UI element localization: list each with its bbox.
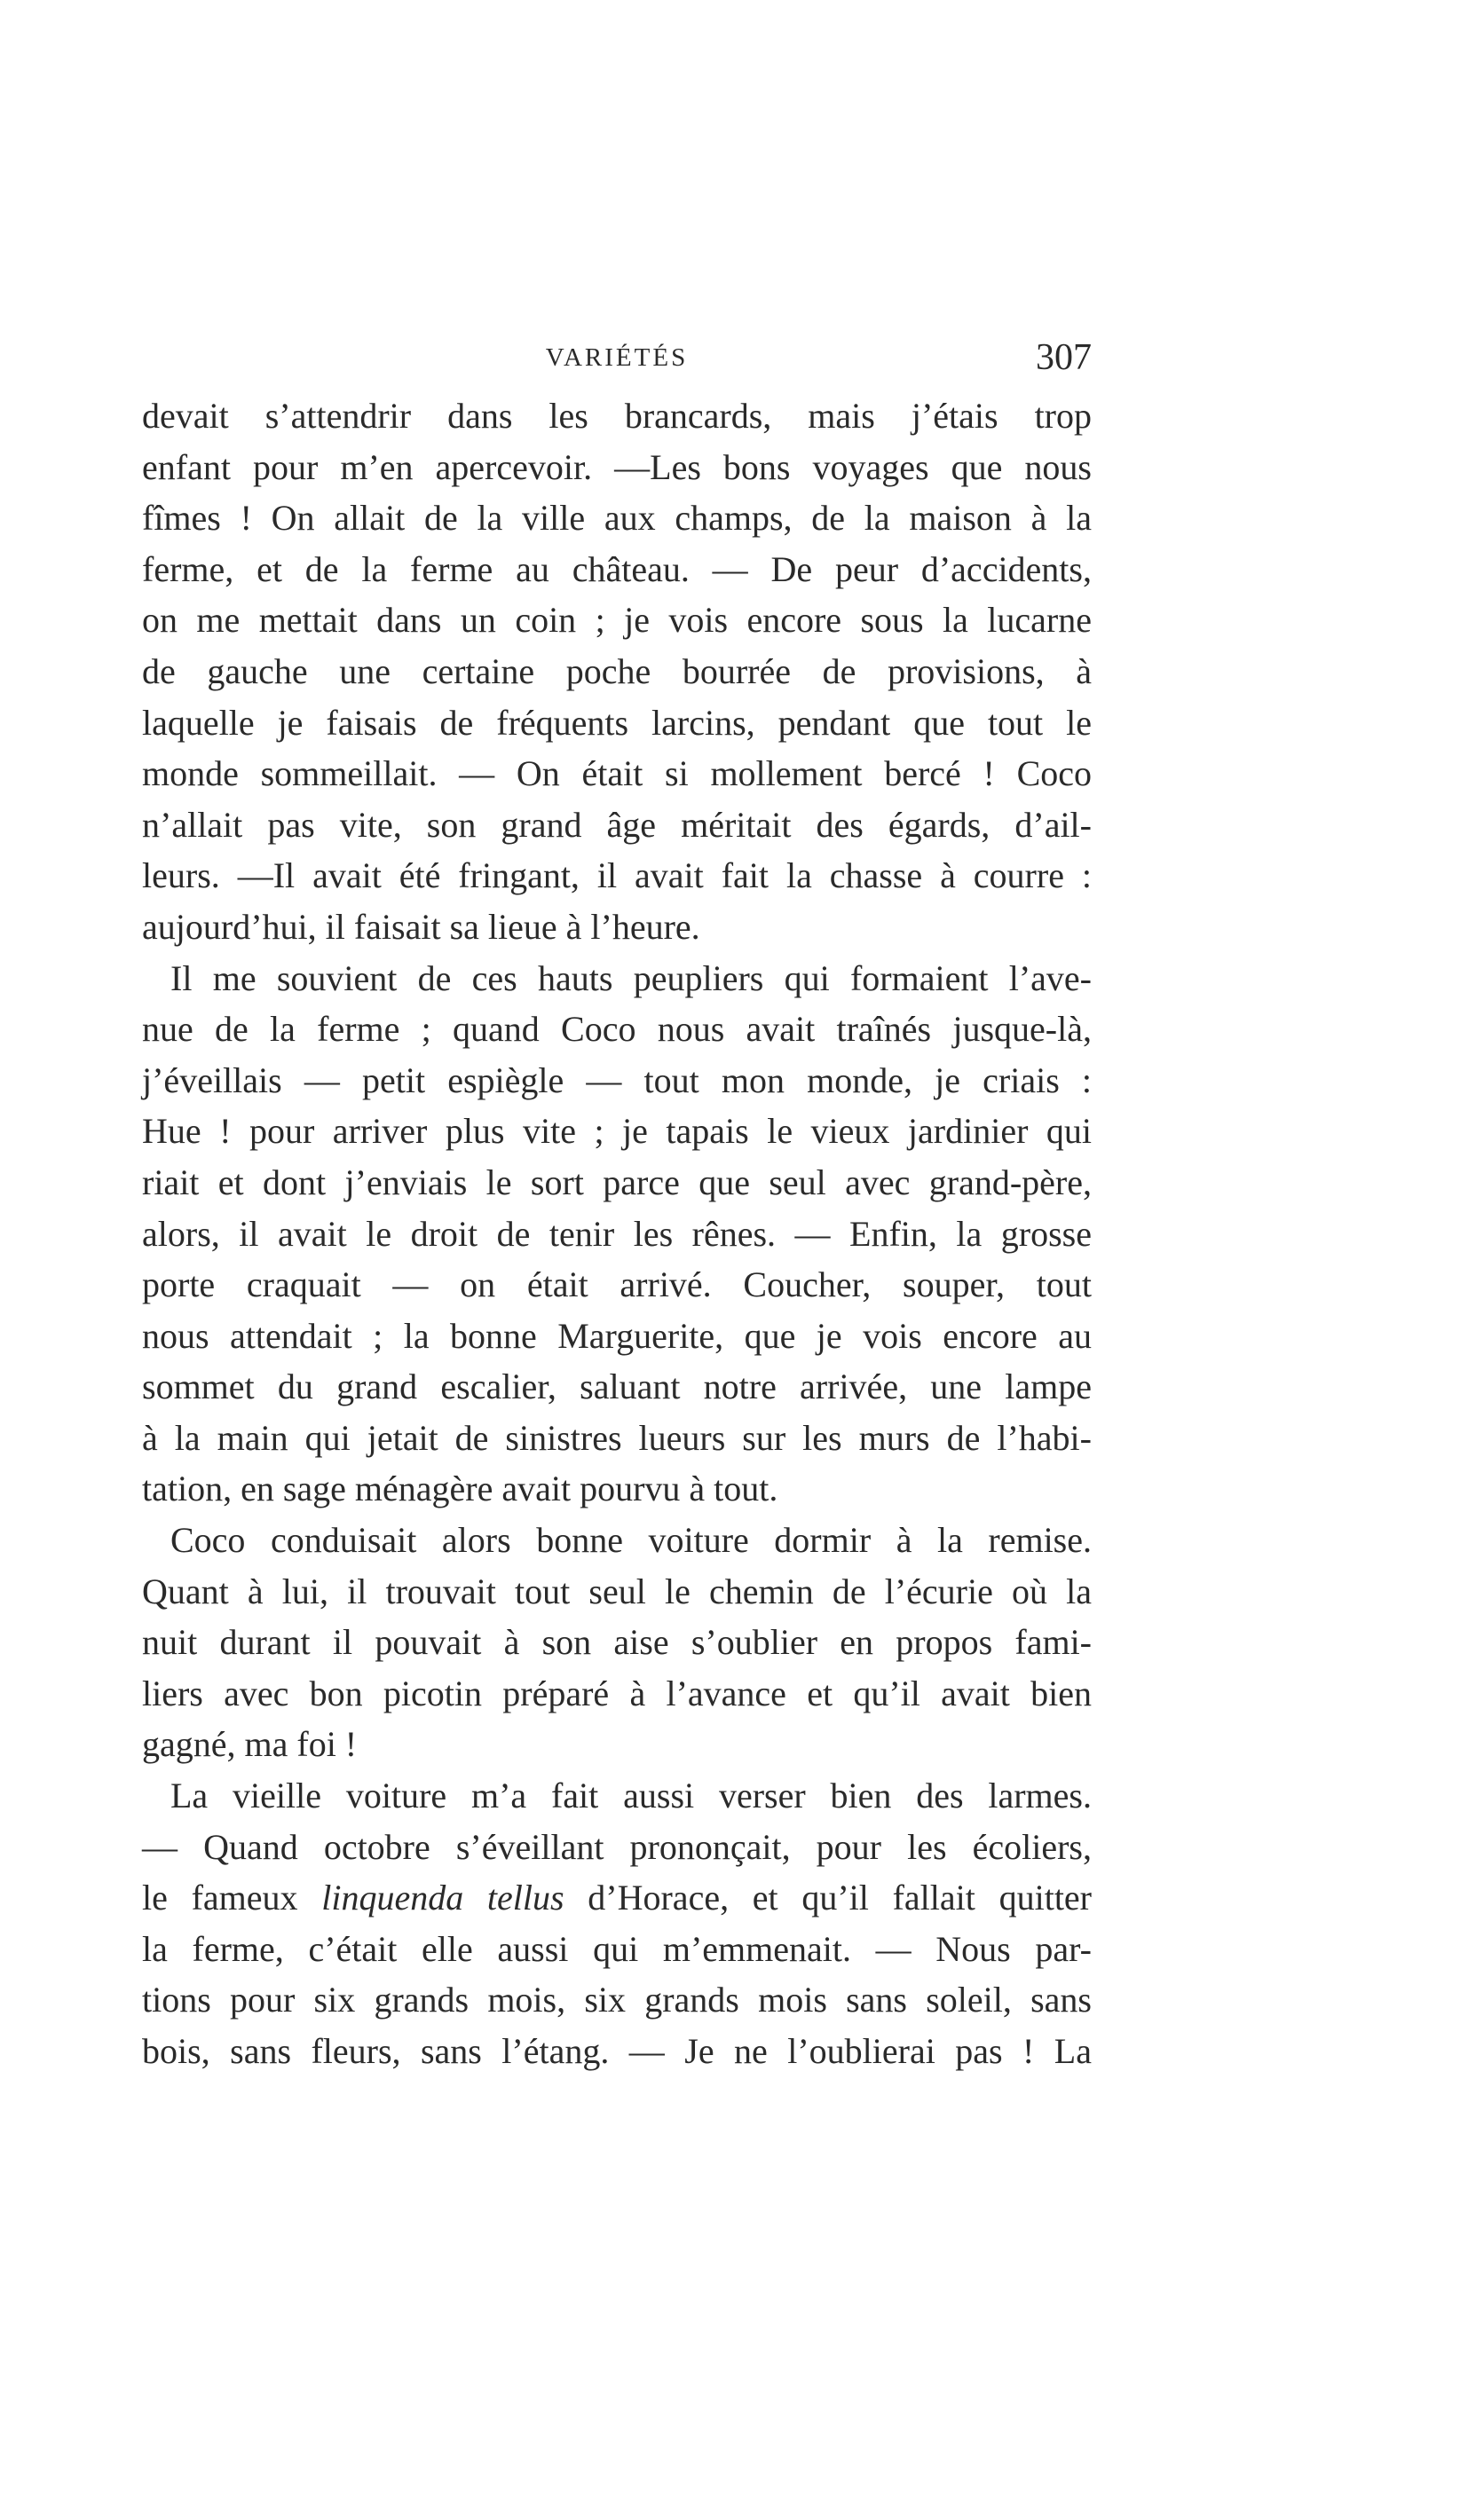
running-title: VARIÉTÉS bbox=[545, 343, 689, 372]
text-line: aujourd’hui, il faisait sa lieue à l’heure. bbox=[142, 906, 700, 947]
latin-quotation: linquenda tellus bbox=[321, 1878, 564, 1918]
text-line: La vieille voiture m’a fait aussi verser bien des larmes. bbox=[170, 1776, 1092, 1816]
text-line: la ferme, c’était elle aussi qui m’emmenait. — Nous par- bbox=[142, 1928, 1092, 1969]
text-line: nuit durant il pouvait à son aise s’oublier en propos fami- bbox=[142, 1622, 1092, 1663]
text-line: on me mettait dans un coin ; je vois encore sous la lucarne bbox=[142, 600, 1092, 641]
paragraph-3 bbox=[142, 1515, 1092, 1770]
text-line: Coco conduisait alors bonne voiture dormir à la remise. bbox=[170, 1520, 1092, 1561]
text-line: sommet du grand escalier, saluant notre arrivée, une lampe bbox=[142, 1366, 1092, 1407]
text-line: liers avec bon picotin préparé à l’avance et qu’il avait bien bbox=[142, 1673, 1092, 1713]
body-text bbox=[142, 390, 1092, 2077]
paragraph-2 bbox=[142, 953, 1092, 1516]
paragraph-1 bbox=[142, 390, 1092, 953]
text-line: Il me souvient de ces hauts peupliers qui formaient l’ave- bbox=[170, 957, 1092, 998]
text-line: riait et dont j’enviais le sort parce que seul avec grand-père, bbox=[142, 1162, 1092, 1202]
text-line: tions pour six grands mois, six grands mois sans soleil, sans bbox=[142, 1980, 1092, 2020]
text-line: gagné, ma foi ! bbox=[142, 1724, 358, 1765]
text-line: — Quand octobre s’éveillant prononçait, pour les écoliers, bbox=[142, 1826, 1092, 1867]
text-line: fîmes ! On allait de la ville aux champs, de la maison à la bbox=[142, 498, 1092, 539]
text-line: ferme, et de la ferme au château. — De peur d’accidents, bbox=[142, 548, 1092, 589]
text-line: enfant pour m’en apercevoir. —Les bons voyages que nous bbox=[142, 446, 1092, 487]
text-line: j’éveillais — petit espiègle — tout mon monde, je criais : bbox=[142, 1059, 1092, 1100]
text-line-with-italic bbox=[142, 1872, 1092, 1924]
text-line: n’allait pas vite, son grand âge méritait des égards, d’ail- bbox=[142, 804, 1092, 845]
text-line: bois, sans fleurs, sans l’étang. — Je ne l’oublierai pas ! La bbox=[142, 2031, 1092, 2071]
text-line: Hue ! pour arriver plus vite ; je tapais le vieux jardinier qui bbox=[142, 1111, 1092, 1152]
page-number: 307 bbox=[1036, 337, 1092, 378]
text-line: leurs. —Il avait été fringant, il avait fait la chasse à courre : bbox=[142, 855, 1092, 896]
text-line: tation, en sage ménagère avait pourvu à tout. bbox=[142, 1469, 778, 1509]
text-run: le fameux bbox=[142, 1878, 322, 1918]
text-line: de gauche une certaine poche bourrée de provisions, à bbox=[142, 650, 1092, 691]
text-line: nous attendait ; la bonne Marguerite, que je vois encore au bbox=[142, 1315, 1092, 1356]
running-head bbox=[142, 335, 1092, 380]
paragraph-4 bbox=[142, 1770, 1092, 2077]
text-line: porte craquait — on était arrivé. Coucher, souper, tout bbox=[142, 1264, 1092, 1305]
text-line: Quant à lui, il trouvait tout seul le chemin de l’écurie où la bbox=[142, 1571, 1092, 1611]
text-line: alors, il avait le droit de tenir les rênes. — Enfin, la grosse bbox=[142, 1213, 1092, 1254]
text-line: devait s’attendrir dans les brancards, mais j’étais trop bbox=[142, 396, 1092, 436]
text-line: monde sommeillait. — On était si mollement bercé ! Coco bbox=[142, 753, 1092, 794]
text-line: à la main qui jetait de sinistres lueurs sur les murs de l’habi- bbox=[142, 1417, 1092, 1458]
text-line: nue de la ferme ; quand Coco nous avait traînés jusque-là, bbox=[142, 1009, 1092, 1050]
text-line: laquelle je faisais de fréquents larcins, pendant que tout le bbox=[142, 702, 1092, 743]
text-run: d’Horace, et qu’il fallait quitter bbox=[564, 1878, 1093, 1918]
